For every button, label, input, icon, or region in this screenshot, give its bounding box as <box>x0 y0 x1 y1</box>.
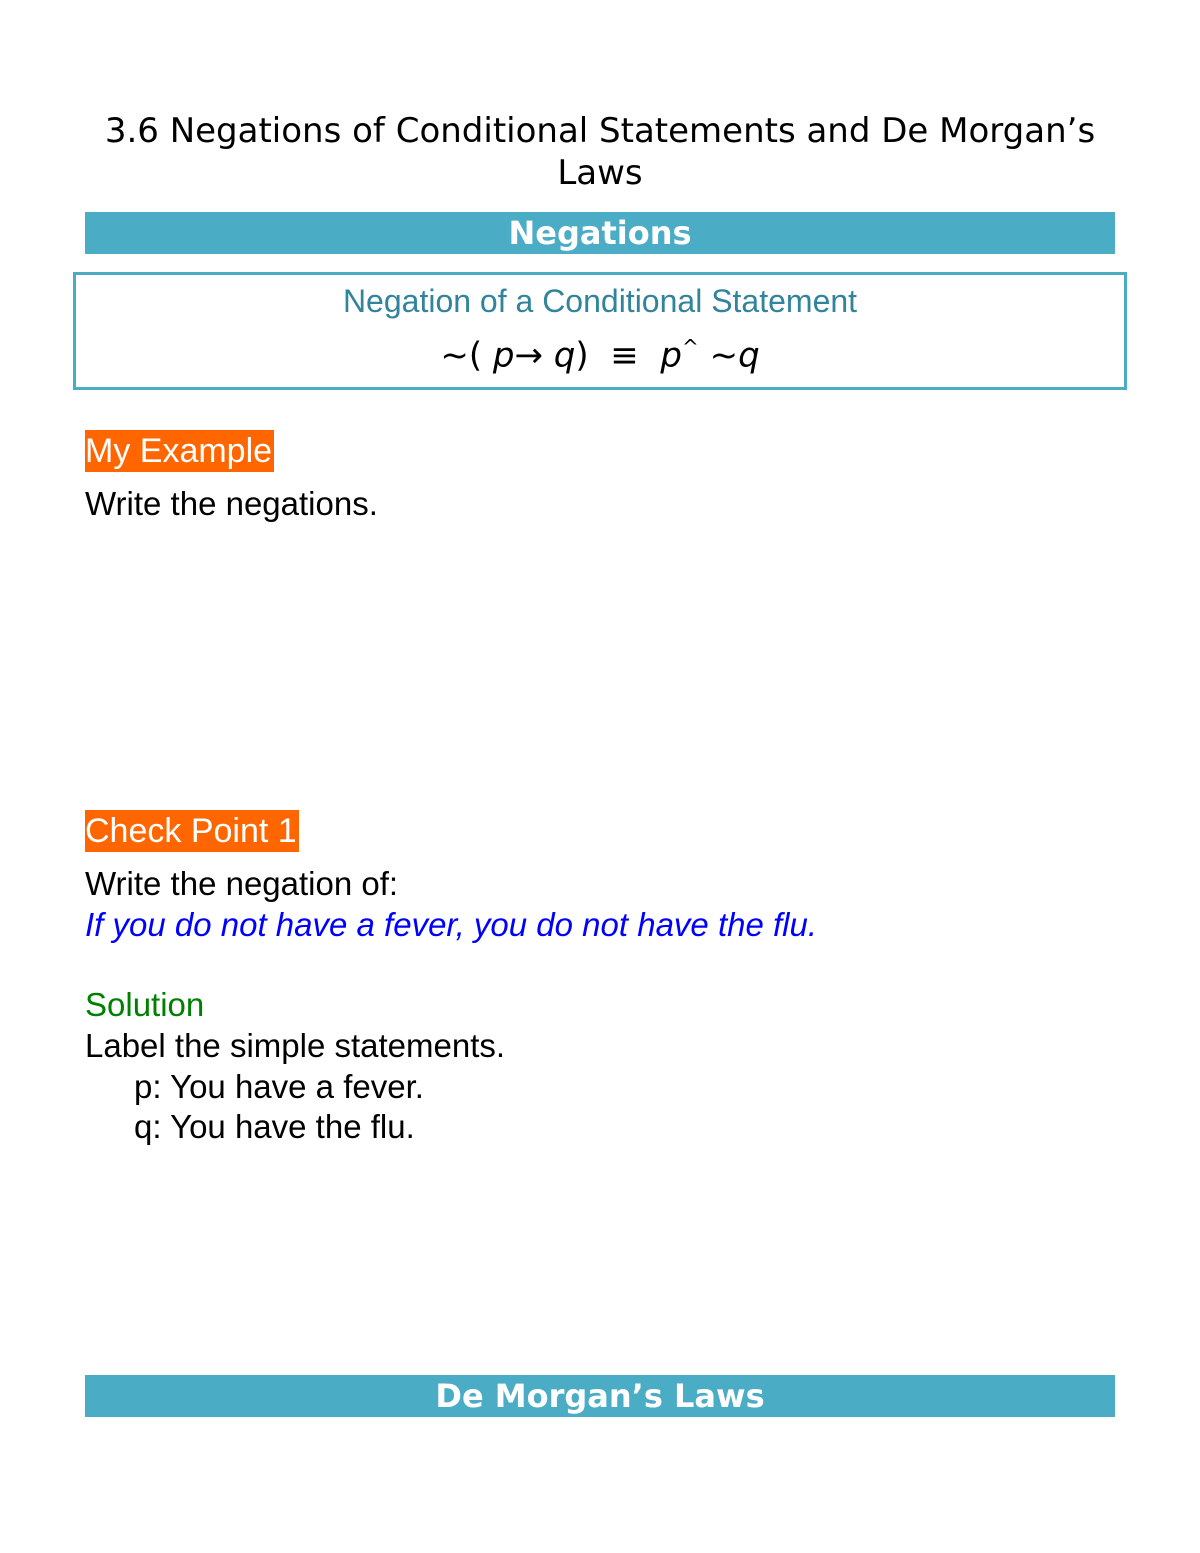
formula-arrow: → <box>514 335 543 376</box>
formula-q: q <box>553 335 576 376</box>
q-statement: q: You have the flu. <box>134 1108 415 1145</box>
formula-tilde-2: ~ <box>709 335 739 376</box>
formula-p: p <box>492 335 515 376</box>
rule-box <box>73 272 1127 390</box>
check-point-instruction: Write the negation of: <box>85 865 399 902</box>
formula-tilde: ~ <box>440 335 469 376</box>
negation-formula <box>76 325 1124 377</box>
check-point-statement: If you do not have a fever, you do not have the flu. <box>85 906 818 943</box>
demorgan-banner: De Morgan’s Laws <box>85 1375 1115 1417</box>
solution-intro: Label the simple statements. <box>85 1027 506 1064</box>
formula-p-2: p <box>660 335 682 376</box>
formula-equiv: ≡ <box>610 335 639 376</box>
formula-close-paren: ) <box>575 335 589 376</box>
my-example-label: My Example <box>85 432 273 470</box>
formula-wedge: ^ <box>682 335 699 359</box>
my-example-instruction: Write the negations. <box>85 485 378 522</box>
rule-title: Negation of a Conditional Statement <box>342 283 858 319</box>
title-line-2: Laws <box>557 153 643 193</box>
negations-banner: Negations <box>85 212 1115 254</box>
p-statement: p: You have a fever. <box>134 1068 424 1105</box>
page-title <box>70 110 1130 194</box>
title-line-1: 3.6 Negations of Conditional Statements and De Morgan’s <box>104 111 1096 151</box>
check-point-label: Check Point 1 <box>85 812 297 850</box>
solution-label: Solution <box>85 986 205 1023</box>
formula-open-paren: ( <box>468 335 483 376</box>
formula-q-2: q <box>738 335 760 376</box>
